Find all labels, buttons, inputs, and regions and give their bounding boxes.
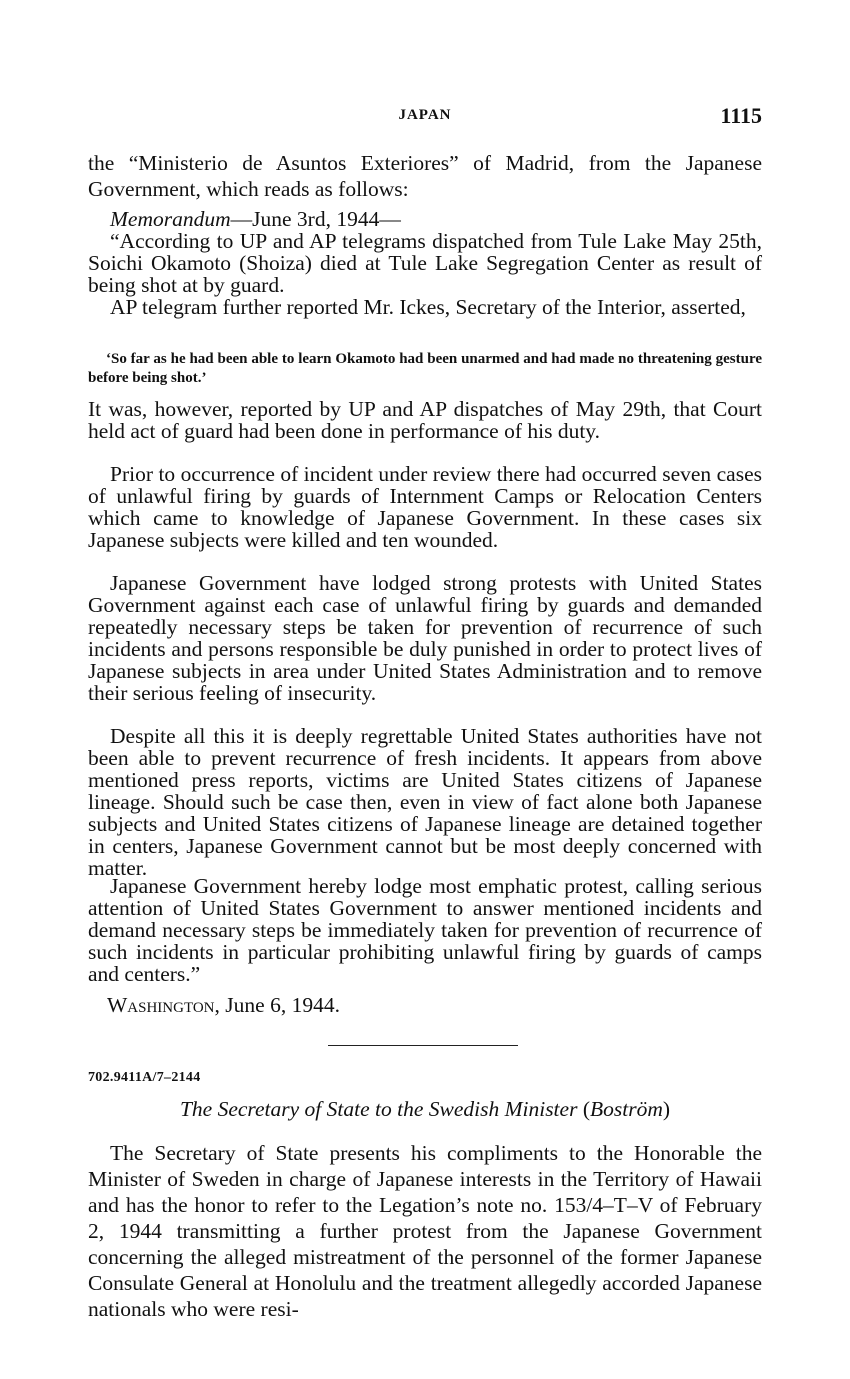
signoff [107,993,340,1018]
inner-quotation: ‘So far as he had been able to learn Okamoto had been unarmed and had made no threatening gesture before being shot.’ [88,351,762,386]
note-body-paragraph: The Secretary of State presents his compliments to the Honorable the Minister of Sweden in charge of Japanese interests in the Territory of Hawaii and has the honor to refer to the Legation’s note no. 153/4–T–V of February 2, 1944 transmitting a further protest from the Japanese Government concerning the alleged mistreatment of the personnel of the former Japanese Consulate General at Honolulu and the treatment allegedly accorded Japanese nationals who were resi- [88,1141,762,1321]
document-title: The Secretary of State to the Swedish Minister (Boström) [179,1097,671,1121]
file-number: 702.9411A/7–2144 [88,1070,201,1085]
intro-paragraph: the “Ministerio de Asuntos Exteriores” of Madrid, from the Japanese Government, which reads as follows: [88,151,762,201]
after-quote-paragraph-5: Japanese Government hereby lodge most emphatic protest, calling serious attention of United States Government to answer mentioned incidents and demand necessary steps be immediately taken for prevention of recurrence of such incidents in particular prohibiting unlawful firing by guards of camps and centers.” [88,874,762,986]
memo-label: Memorandum [110,207,231,231]
running-header [88,103,762,131]
document-title-text: The Secretary of State to the Swedish Minister [179,1097,578,1121]
running-title: JAPAN [398,107,452,123]
document-title-name: Boström [590,1097,663,1121]
after-quote-paragraph-1: It was, however, reported by UP and AP dispatches of May 29th, that Court held act of guard had been done in performance of his duty. [88,397,762,443]
after-quote-paragraph-4: Despite all this it is deeply regrettable United States authorities have not been able to prevent recurrence of fresh incidents. It appears from above mentioned press reports, victims are United States citizens of Japanese lineage. Should such be case then, even in view of fact alone both Japanese subjects and United States citizens of Japanese lineage are detained together in centers, Japanese Government cannot but be most deeply concerned with matter. [88,724,762,880]
after-quote-paragraph-2: Prior to occurrence of incident under review there had occurred seven cases of unlawful firing by guards of Internment Camps or Relocation Centers which came to knowledge of Japanese Government. In these cases six Japanese subjects were killed and ten wounded. [88,462,762,552]
quote-paragraph-1: “According to UP and AP telegrams dispatched from Tule Lake May 25th, Soichi Okamoto (Shoiza) died at Tule Lake Segregation Center as result of being shot at by guard. [88,229,762,297]
signoff-date: , June 6, 1944. [214,993,340,1017]
memo-date: —June 3rd, 1944— [230,207,401,231]
after-quote-paragraph-3: Japanese Government have lodged strong protests with United States Government against each case of unlawful firing by guards and demanded repeatedly necessary steps be taken for prevention of recurrence of such incidents and persons responsible be duly punished in order to protect lives of Japanese subjects in area under United States Administration and to remove their serious feeling of insecurity. [88,571,762,705]
section-divider [328,1045,518,1046]
signoff-place: Washington [107,993,215,1017]
quote-paragraph-2: AP telegram further reported Mr. Ickes, Secretary of the Interior, asserted, [110,295,746,319]
page-number: 1115 [720,103,762,128]
